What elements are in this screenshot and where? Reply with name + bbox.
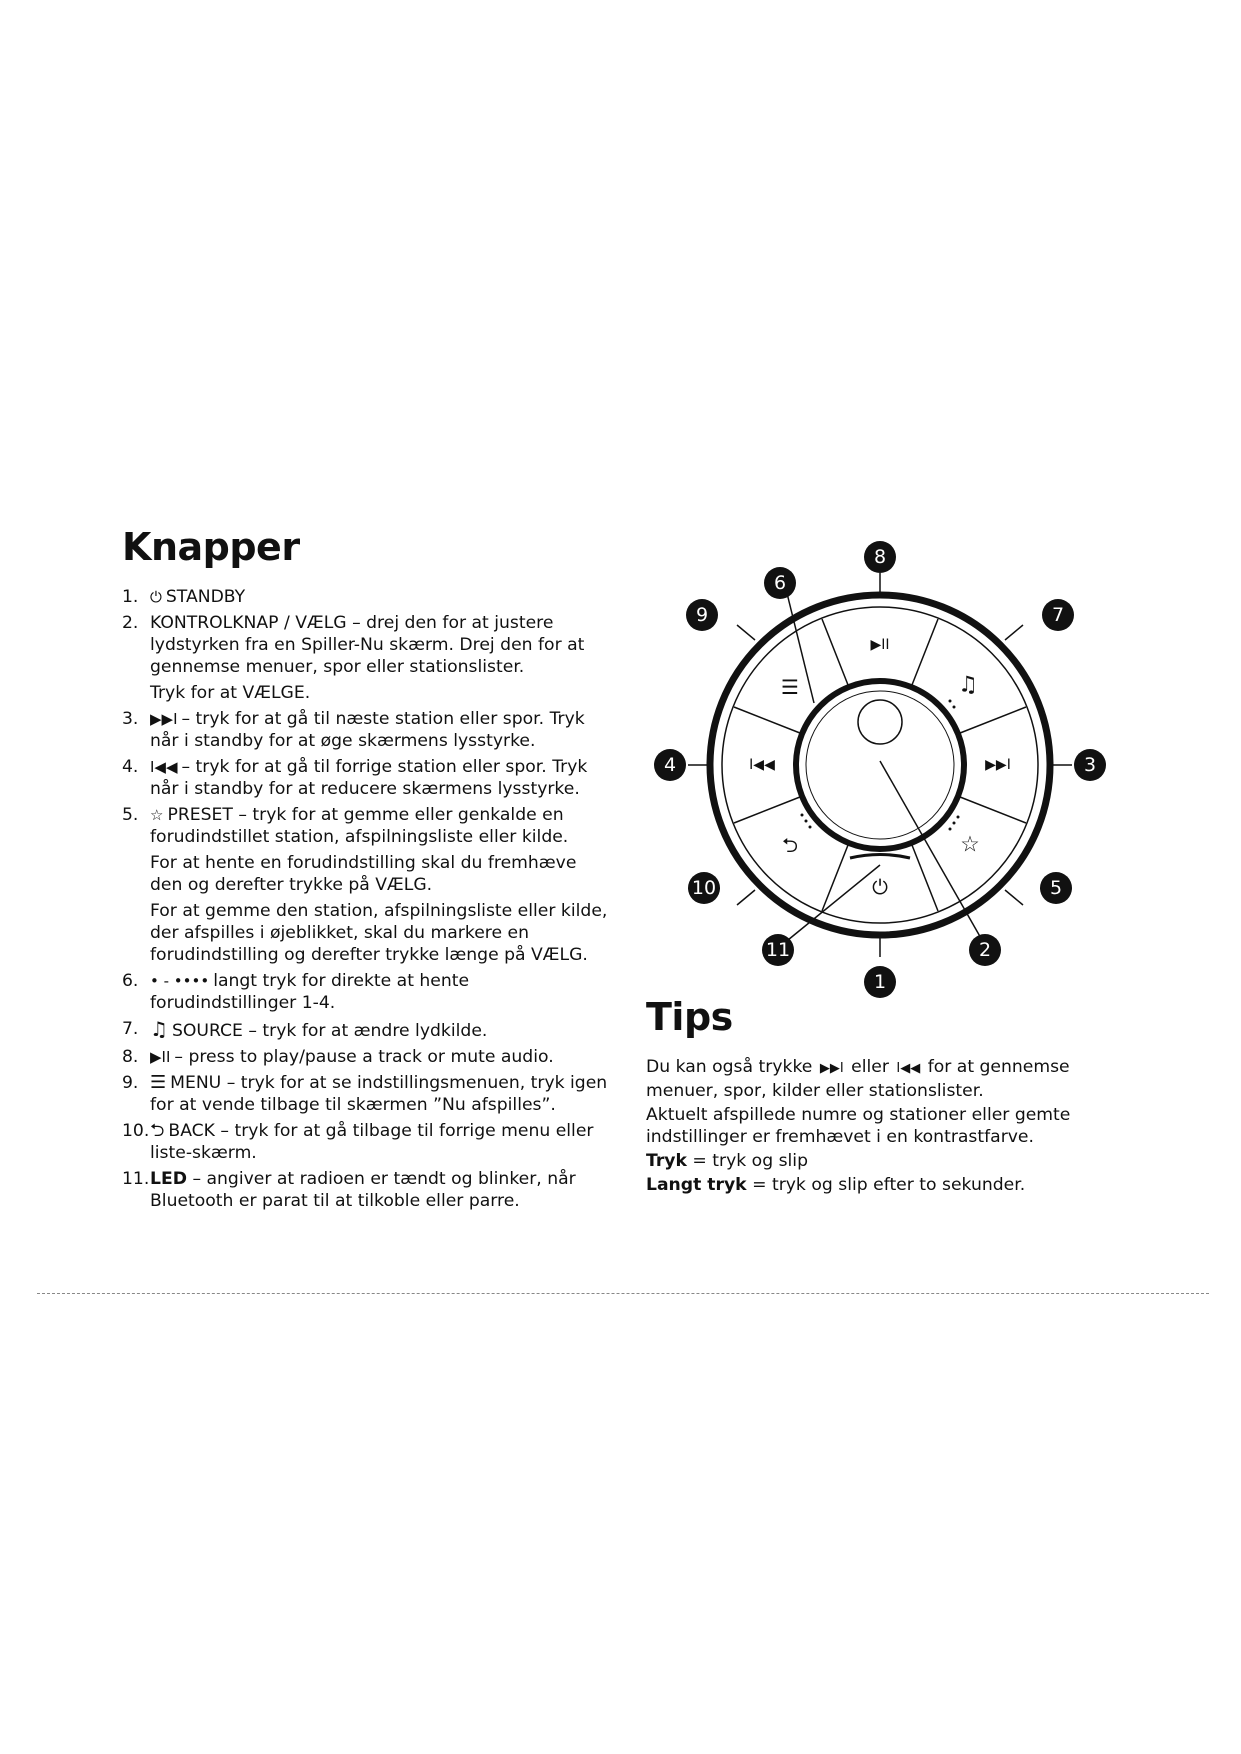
music-note-icon: ♫ [150,1017,168,1041]
tips-text: Du kan også trykke [646,1057,813,1077]
item-number: 8. [122,1047,139,1067]
control-diagram [640,525,1120,1005]
play-pause-icon: ▶II [150,1048,171,1066]
list-item [122,1018,612,1042]
item-text: – angiver at radioen er tændt og blinker, når Bluetooth er parat til at tilkoble eller parre. [150,1169,576,1211]
list-item [122,1072,612,1116]
next-icon: ▶▶I [819,1061,844,1076]
list-item [122,1168,612,1212]
svg-text:7: 7 [1051,604,1065,626]
svg-text:11: 11 [765,939,791,961]
item-text: – tryk for at gå til næste station eller spor. Tryk når i standby for at øge skærmens lysstyrke. [150,709,585,751]
section-title-knapper: Knapper [122,525,300,569]
item-number: 7. [122,1019,139,1039]
item-text: – press to play/pause a track or mute audio. [174,1047,554,1067]
previous-icon: I◀◀ [896,1061,921,1076]
tips-body [646,1056,1096,1198]
star-icon: ☆ [150,806,164,824]
tips-text: = tryk og slip [692,1151,808,1171]
previous-icon: I◀◀ [150,758,178,776]
item-text: – tryk for at gå til forrige station eller spor. Tryk når i standby for at reducere skærmens lysstyrke. [150,757,588,799]
callout-8 [864,541,896,573]
callout-1 [864,966,896,998]
play-pause-icon: ▶II [870,637,890,653]
knob-grip [858,700,902,744]
preset-dots-icon: • - •••• [150,972,210,990]
callout-11 [762,934,794,966]
item-number: 6. [122,971,139,991]
svg-text:5: 5 [1049,877,1063,899]
item-number: 5. [122,805,139,825]
callout-10 [688,872,720,904]
menu-icon: ☰ [781,675,799,699]
svg-text:10: 10 [691,877,717,899]
music-note-icon: ♫ [958,672,978,698]
list-item [122,612,612,704]
back-icon: ⮌ [150,1120,165,1141]
tips-paragraph: Aktuelt afspillede numre og stationer eller gemte indstillinger er fremhævet i en kontrastfarve. [646,1105,1071,1147]
power-icon: ⏻ [872,875,888,899]
list-item [122,1046,612,1068]
callout-5 [1040,872,1072,904]
page-divider [37,1293,1209,1294]
svg-text:1: 1 [873,971,887,993]
list-item [122,756,612,800]
item-number: 9. [122,1073,139,1093]
list-item [122,970,612,1014]
section-title-tips: Tips [646,995,733,1039]
next-icon: ▶▶I [150,710,178,728]
svg-text:4: 4 [663,754,677,776]
tips-paragraph [646,1056,1096,1102]
item-number: 4. [122,757,139,777]
svg-text:9: 9 [695,604,709,626]
list-item [122,708,612,752]
item-number: 11. [122,1169,150,1189]
tips-bold: Langt tryk [646,1175,747,1195]
item-text: PRESET – tryk for at gemme eller genkalde en forudindstillet station, afspilningsliste eller kilde. [150,805,569,847]
item-number: 10. [122,1121,150,1141]
star-icon: ☆ [960,832,980,858]
list-item [122,586,612,608]
tips-paragraph [646,1174,1096,1196]
svg-text:2: 2 [978,939,992,961]
callout-7 [1042,599,1074,631]
previous-icon: I◀◀ [749,757,775,773]
power-icon: ⏻ [150,588,162,606]
menu-icon: ☰ [150,1072,167,1093]
tips-bold: Tryk [646,1151,687,1171]
tips-text: for at gennemse menuer, spor, kilder eller stationslister. [646,1057,1070,1101]
list-item [122,1120,612,1164]
item-text: SOURCE – tryk for at ændre lydkilde. [171,1021,488,1041]
item-text: MENU – tryk for at se indstillingsmenuen, tryk igen for at vende tilbage til skærmen ”Nu afspilles”. [150,1073,608,1115]
item-subtext: Tryk for at VÆLGE. [150,683,311,703]
item-bold-label: LED [150,1169,187,1189]
tips-text: eller [851,1057,889,1077]
callout-4 [654,749,686,781]
item-text: KONTROLKNAP / VÆLG – drej den for at justere lydstyrken fra en Spiller-Nu skærm. Drej den for at gennemse menuer, spor eller stationslister. [150,613,585,677]
callout-3 [1074,749,1106,781]
item-text: STANDBY [165,587,246,607]
tips-text: = tryk og slip efter to sekunder. [752,1175,1026,1195]
back-icon: ⮌ [781,833,799,857]
callout-6 [764,567,796,599]
callout-9 [686,599,718,631]
svg-text:3: 3 [1083,754,1097,776]
item-subtext: For at hente en forudindstilling skal du fremhæve den og derefter trykke på VÆLG. [150,853,577,895]
item-subtext: For at gemme den station, afspilningsliste eller kilde, der afspilles i øjeblikket, skal du markere en forudindstilling og derefter trykke længe på VÆLG. [150,901,608,965]
item-number: 2. [122,613,139,633]
item-number: 3. [122,709,139,729]
item-text: langt tryk for direkte at hente forudindstillinger 1-4. [150,971,470,1013]
callout-2 [969,934,1001,966]
svg-text:8: 8 [873,546,887,568]
button-list [122,586,612,1216]
tips-paragraph [646,1150,1096,1172]
next-icon: ▶▶I [985,757,1011,773]
item-text: BACK – tryk for at gå tilbage til forrige menu eller liste-skærm. [150,1121,594,1163]
item-number: 1. [122,587,139,607]
list-item [122,804,612,966]
svg-text:6: 6 [773,572,787,594]
